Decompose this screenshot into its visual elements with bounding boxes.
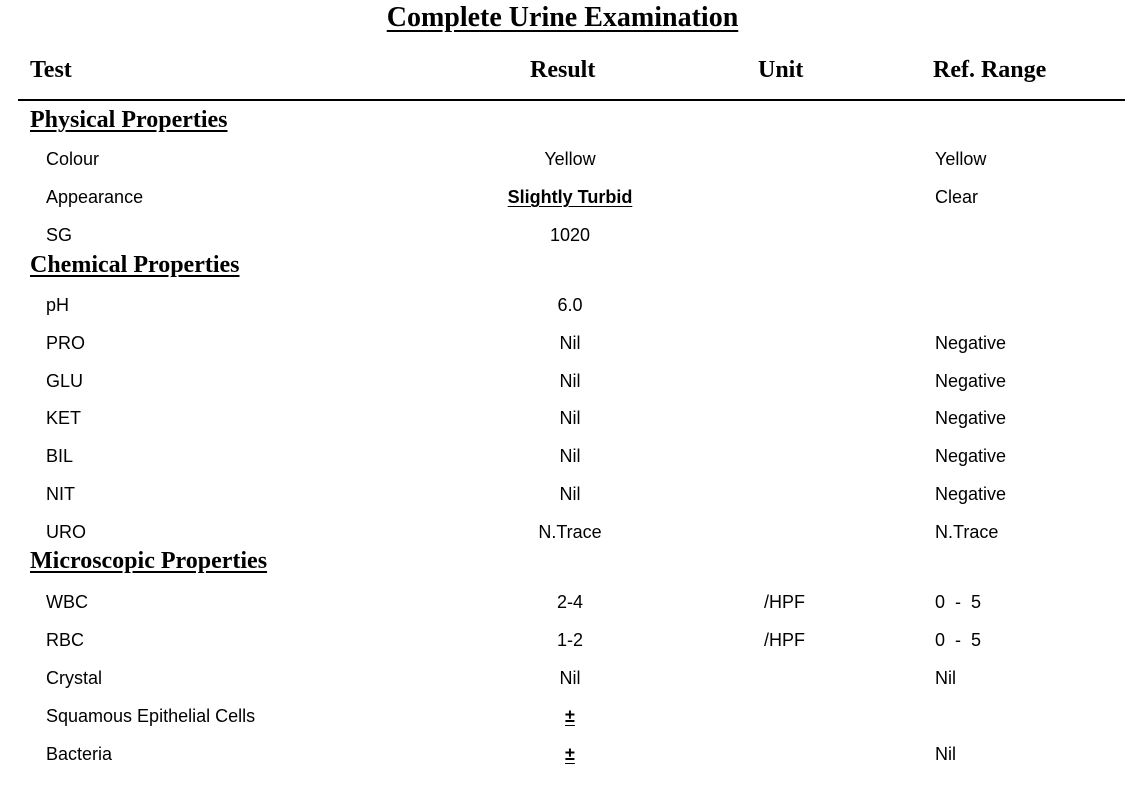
test-result: 1-2 (556, 630, 584, 650)
test-name: BIL (46, 446, 74, 466)
table-row (0, 665, 1125, 691)
table-row (0, 519, 1125, 545)
test-name: URO (46, 522, 86, 542)
table-row (0, 703, 1125, 729)
test-name: SG (46, 225, 73, 245)
test-result: Nil (559, 408, 581, 428)
test-ref-range: Negative (935, 408, 1007, 428)
test-result: Nil (559, 446, 581, 466)
test-name: Colour (46, 149, 100, 169)
test-name: NIT (46, 484, 75, 504)
test-ref-range: 0 - 5 (935, 630, 982, 650)
test-name: Squamous Epithelial Cells (46, 706, 256, 726)
test-name: Bacteria (46, 744, 113, 764)
test-result: Yellow (544, 149, 596, 169)
table-row (0, 368, 1125, 394)
test-result-flagged: ± (565, 744, 575, 764)
column-header-result: Result (530, 57, 596, 83)
section-chemical-properties: Chemical Properties (30, 252, 240, 278)
table-row (0, 292, 1125, 318)
test-result: Nil (559, 668, 581, 688)
table-row (0, 627, 1125, 653)
section-physical-properties: Physical Properties (30, 107, 228, 133)
test-ref-range: N.Trace (935, 522, 999, 542)
test-name: Crystal (46, 668, 103, 688)
test-name: GLU (46, 371, 84, 391)
table-row (0, 741, 1125, 767)
test-ref-range: Negative (935, 371, 1007, 391)
table-row (0, 222, 1125, 248)
test-unit: /HPF (764, 630, 806, 650)
test-result-flagged: Slightly Turbid (507, 187, 633, 207)
section-microscopic-properties: Microscopic Properties (30, 548, 268, 574)
test-ref-range: Negative (935, 484, 1007, 504)
table-row (0, 184, 1125, 210)
column-header-unit: Unit (758, 57, 804, 83)
header-divider (18, 99, 1125, 101)
test-result: 6.0 (557, 295, 583, 315)
test-result: Nil (559, 371, 581, 391)
test-ref-range: Nil (935, 744, 956, 764)
test-ref-range: Negative (935, 333, 1007, 353)
test-result: 2-4 (556, 592, 584, 612)
test-name: WBC (46, 592, 88, 612)
table-row (0, 405, 1125, 431)
table-row (0, 443, 1125, 469)
column-header-test: Test (30, 57, 72, 83)
table-row (0, 481, 1125, 507)
test-result: 1020 (549, 225, 591, 245)
test-ref-range: Nil (935, 668, 956, 688)
column-header-ref-range: Ref. Range (933, 57, 1047, 83)
test-ref-range: Yellow (935, 149, 987, 169)
test-result: Nil (559, 333, 581, 353)
test-ref-range: Negative (935, 446, 1007, 466)
table-row (0, 330, 1125, 356)
test-result-flagged: ± (565, 706, 575, 726)
test-ref-range: 0 - 5 (935, 592, 982, 612)
report-title: Complete Urine Examination (386, 2, 739, 33)
test-result: N.Trace (538, 522, 602, 542)
test-name: Appearance (46, 187, 144, 207)
table-row (0, 589, 1125, 615)
test-ref-range: Clear (935, 187, 979, 207)
test-name: PRO (46, 333, 86, 353)
test-name: KET (46, 408, 82, 428)
test-name: RBC (46, 630, 85, 650)
test-result: Nil (559, 484, 581, 504)
test-unit: /HPF (764, 592, 806, 612)
table-row (0, 146, 1125, 172)
test-name: pH (46, 295, 70, 315)
